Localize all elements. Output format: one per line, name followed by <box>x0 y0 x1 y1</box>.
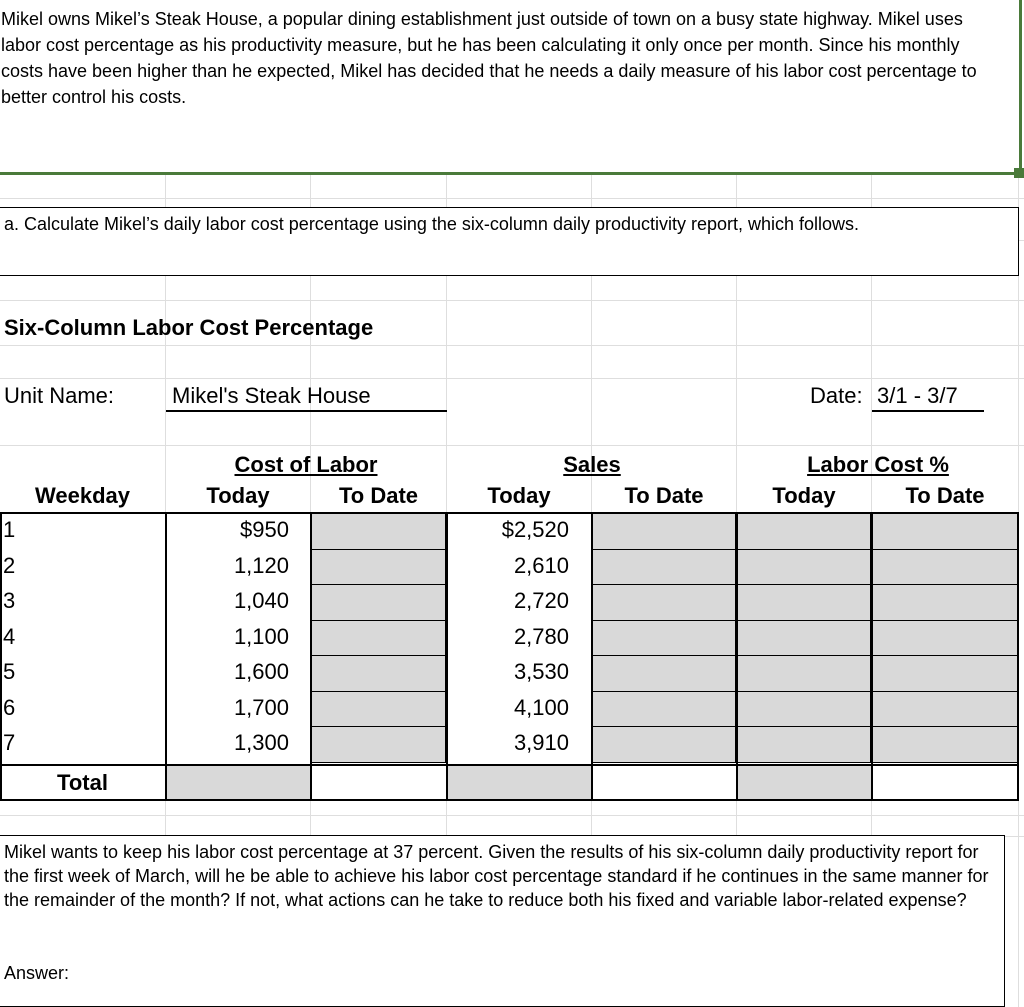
labor-today-cell[interactable]: $950 <box>240 517 289 542</box>
sales-today-cell[interactable]: 3,910 <box>513 730 569 755</box>
sales-todate-cell[interactable] <box>592 726 736 763</box>
unit-name-underline <box>166 410 447 412</box>
unit-name-label: Unit Name: <box>4 383 115 408</box>
report-title: Six-Column Labor Cost Percentage <box>4 315 374 340</box>
pct-today-cell[interactable] <box>737 513 871 550</box>
selection-handle[interactable] <box>1014 168 1024 178</box>
labor-todate-cell[interactable] <box>311 549 446 586</box>
pct-today-cell[interactable] <box>737 691 871 728</box>
sales-today-cell[interactable]: $2,520 <box>501 517 569 542</box>
answer-label: Answer: <box>4 963 70 983</box>
weekday-cell[interactable]: 7 <box>3 730 16 755</box>
answer-input[interactable] <box>79 960 979 990</box>
pct-todate-cell[interactable] <box>872 549 1018 586</box>
sales-todate-cell[interactable] <box>592 513 736 550</box>
pct-today-cell[interactable] <box>737 655 871 692</box>
col-header-sales-today: Today <box>487 483 551 508</box>
col-header-pct-today: Today <box>772 483 836 508</box>
labor-today-cell[interactable]: 1,700 <box>233 694 289 720</box>
date-value[interactable]: 3/1 - 3/7 <box>877 383 958 408</box>
labor-today-cell[interactable]: 1,300 <box>233 730 289 755</box>
weekday-cell[interactable]: 1 <box>3 517 16 542</box>
pct-today-cell[interactable] <box>737 726 871 763</box>
col-header-weekday: Weekday <box>35 483 130 508</box>
question-text: Mikel wants to keep his labor cost percentage at 37 percent. Given the results of his six-column daily productivity report for the first week of March, will he be able to achieve his labor cost percentage standard if he continues in the same manner for the remainder of the month? If not, what actions can he take to reduce both his fixed and variable labor-related expense? <box>4 842 989 910</box>
pct-todate-cell[interactable] <box>872 584 1018 621</box>
labor-today-cell[interactable]: 1,120 <box>233 552 289 578</box>
weekday-cell[interactable]: 3 <box>3 588 16 613</box>
part-a-text: a. Calculate Mikel’s daily labor cost percentage using the six-column daily productivity report, which follows. <box>4 214 860 234</box>
unit-name-value[interactable]: Mikel's Steak House <box>172 383 371 408</box>
header-sales: Sales <box>563 452 621 477</box>
sales-today-cell[interactable]: 4,100 <box>513 694 569 720</box>
sales-todate-cell[interactable] <box>592 549 736 586</box>
sales-today-cell[interactable]: 2,720 <box>513 588 569 613</box>
pct-todate-cell[interactable] <box>872 620 1018 657</box>
total-pct-cell[interactable] <box>737 765 872 800</box>
sales-today-cell[interactable]: 3,530 <box>513 659 569 684</box>
sales-today-cell[interactable]: 2,780 <box>513 623 569 649</box>
labor-todate-cell[interactable] <box>311 584 446 621</box>
date-underline <box>872 410 984 412</box>
labor-todate-cell[interactable] <box>311 691 446 728</box>
total-sales-cell[interactable] <box>447 765 592 800</box>
labor-todate-cell[interactable] <box>311 620 446 657</box>
total-labor-cell[interactable] <box>166 765 311 800</box>
weekday-cell[interactable]: 6 <box>3 694 16 720</box>
col-header-pct-todate: To Date <box>905 483 985 508</box>
col-header-labor-today: Today <box>206 483 270 508</box>
pct-todate-cell[interactable] <box>872 655 1018 692</box>
weekday-cell[interactable]: 2 <box>3 552 16 578</box>
pct-todate-cell[interactable] <box>872 513 1018 550</box>
labor-todate-cell[interactable] <box>311 726 446 763</box>
pct-today-cell[interactable] <box>737 549 871 586</box>
header-labor-cost-pct: Labor Cost % <box>807 452 949 477</box>
part-a-box <box>0 207 1019 276</box>
date-label: Date: <box>810 383 863 408</box>
weekday-cell[interactable]: 5 <box>3 659 16 684</box>
weekday-cell[interactable]: 4 <box>3 623 16 649</box>
question-box <box>0 835 1005 1007</box>
pct-today-cell[interactable] <box>737 584 871 621</box>
labor-today-cell[interactable]: 1,600 <box>233 659 289 684</box>
total-label: Total <box>57 770 108 795</box>
sales-todate-cell[interactable] <box>592 620 736 657</box>
labor-todate-cell[interactable] <box>311 513 446 550</box>
labor-todate-cell[interactable] <box>311 655 446 692</box>
pct-todate-cell[interactable] <box>872 691 1018 728</box>
sales-todate-cell[interactable] <box>592 691 736 728</box>
sales-today-cell[interactable]: 2,610 <box>513 552 569 578</box>
pct-today-cell[interactable] <box>737 620 871 657</box>
sales-todate-cell[interactable] <box>592 655 736 692</box>
intro-text: Mikel owns Mikel’s Steak House, a popular dining establishment just outside of town on a busy state highway. Mikel uses labor cost percentage as his productivity measure, but he has been calculating it only once per month. Since his monthly costs have been higher than he expected, Mikel has decided that he needs a daily measure of his labor cost percentage to better control his costs. <box>1 9 977 107</box>
col-header-labor-todate: To Date <box>338 483 419 508</box>
sales-todate-cell[interactable] <box>592 584 736 621</box>
intro-text-box[interactable] <box>0 0 1022 175</box>
header-cost-of-labor: Cost of Labor <box>234 452 378 477</box>
col-header-sales-todate: To Date <box>624 483 704 508</box>
labor-today-cell[interactable]: 1,040 <box>233 588 289 613</box>
labor-today-cell[interactable]: 1,100 <box>233 623 289 649</box>
pct-todate-cell[interactable] <box>872 726 1018 763</box>
